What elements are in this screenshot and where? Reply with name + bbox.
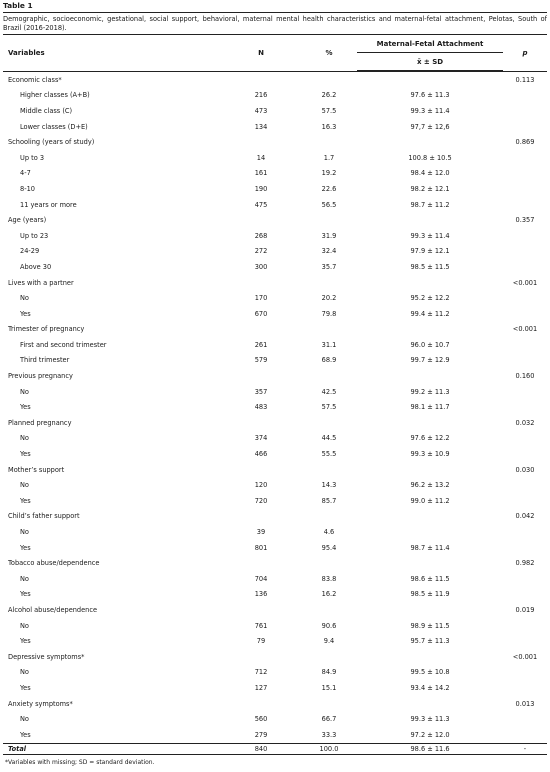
header-mfa: Maternal-Fetal Attachment bbox=[357, 35, 503, 53]
cell-p bbox=[503, 88, 547, 104]
cell-mfa: 93.4 ± 14.2 bbox=[410, 683, 450, 692]
cell-variable: No bbox=[20, 294, 29, 303]
cell-percent: 83.8 bbox=[321, 574, 337, 583]
cell-n: 120 bbox=[254, 481, 268, 490]
total-label: Total bbox=[3, 743, 221, 754]
cell-p bbox=[503, 150, 547, 166]
cell-variable: Yes bbox=[20, 450, 31, 459]
cell-mfa: 97.9 ± 12.1 bbox=[410, 247, 450, 256]
cell-p bbox=[503, 571, 547, 587]
cell-percent: 22.6 bbox=[321, 184, 337, 193]
cell-p bbox=[503, 166, 547, 182]
cell-percent bbox=[301, 602, 357, 618]
cell-n: 670 bbox=[254, 309, 268, 318]
cell-p: 0.869 bbox=[515, 138, 535, 147]
total-n: 840 bbox=[221, 743, 301, 754]
cell-percent bbox=[301, 555, 357, 571]
cell-percent bbox=[301, 322, 357, 338]
table-row-group bbox=[3, 602, 547, 618]
cell-percent: 42.5 bbox=[321, 387, 337, 396]
cell-p: 0.042 bbox=[515, 512, 535, 521]
cell-p bbox=[503, 524, 547, 540]
cell-n: 161 bbox=[254, 169, 268, 178]
cell-mfa bbox=[357, 696, 503, 712]
table-row bbox=[3, 88, 547, 104]
cell-n: 475 bbox=[254, 200, 268, 209]
cell-n: 136 bbox=[254, 590, 268, 599]
cell-mfa: 99.5 ± 10.8 bbox=[410, 668, 450, 677]
header-n: N bbox=[258, 48, 264, 57]
header-mfa-sub: x̄ ± SD bbox=[357, 53, 503, 71]
cell-percent: 16.2 bbox=[321, 590, 337, 599]
cell-p bbox=[503, 680, 547, 696]
cell-mfa: 96.0 ± 10.7 bbox=[410, 340, 450, 349]
cell-n: 127 bbox=[254, 683, 268, 692]
cell-percent bbox=[301, 368, 357, 384]
table-row bbox=[3, 493, 547, 509]
cell-n: 720 bbox=[254, 496, 268, 505]
table-row bbox=[3, 618, 547, 634]
cell-mfa: 98.2 ± 12.1 bbox=[410, 184, 450, 193]
cell-p bbox=[503, 290, 547, 306]
cell-percent: 15.1 bbox=[321, 683, 337, 692]
cell-variable: Age (years) bbox=[8, 216, 47, 225]
cell-n: 483 bbox=[254, 403, 268, 412]
cell-variable: 11 years or more bbox=[20, 200, 77, 209]
cell-n: 170 bbox=[254, 294, 268, 303]
data-table bbox=[3, 34, 547, 755]
cell-p: <0.001 bbox=[512, 325, 538, 334]
cell-p bbox=[503, 477, 547, 493]
table-row bbox=[3, 587, 547, 603]
cell-mfa: 98.6 ± 11.5 bbox=[410, 574, 450, 583]
cell-mfa: 95.2 ± 12.2 bbox=[410, 294, 450, 303]
cell-n: 272 bbox=[254, 247, 268, 256]
cell-n bbox=[221, 696, 301, 712]
table-row bbox=[3, 244, 547, 260]
cell-percent bbox=[301, 696, 357, 712]
cell-p: 0.113 bbox=[515, 75, 535, 84]
cell-variable: No bbox=[20, 715, 29, 724]
table-row-group bbox=[3, 322, 547, 338]
cell-percent: 16.3 bbox=[321, 122, 337, 131]
cell-percent: 85.7 bbox=[321, 496, 337, 505]
cell-mfa: 99.0 ± 11.2 bbox=[410, 496, 450, 505]
cell-p bbox=[503, 259, 547, 275]
table-row bbox=[3, 181, 547, 197]
header-variables: Variables bbox=[8, 48, 45, 57]
cell-mfa bbox=[357, 555, 503, 571]
cell-n: 560 bbox=[254, 715, 268, 724]
cell-percent: 31.1 bbox=[321, 340, 337, 349]
cell-percent: 31.9 bbox=[321, 231, 337, 240]
cell-p: 0.982 bbox=[515, 559, 535, 568]
cell-mfa bbox=[357, 134, 503, 150]
cell-n bbox=[221, 368, 301, 384]
cell-percent bbox=[301, 649, 357, 665]
table-label: Table 1 bbox=[3, 1, 547, 13]
cell-p bbox=[503, 337, 547, 353]
cell-mfa: 98.7 ± 11.4 bbox=[410, 543, 450, 552]
cell-n bbox=[221, 509, 301, 525]
cell-n: 761 bbox=[254, 621, 268, 630]
cell-percent: 79.8 bbox=[321, 309, 337, 318]
header-p: p bbox=[522, 48, 528, 57]
cell-mfa bbox=[357, 415, 503, 431]
table-row bbox=[3, 446, 547, 462]
cell-variable: Trimester of pregnancy bbox=[8, 325, 85, 334]
cell-n bbox=[221, 602, 301, 618]
cell-variable: Yes bbox=[20, 496, 31, 505]
cell-p bbox=[503, 353, 547, 369]
cell-variable: No bbox=[20, 481, 29, 490]
cell-n: 39 bbox=[256, 528, 266, 537]
cell-n: 357 bbox=[254, 387, 268, 396]
table-row bbox=[3, 259, 547, 275]
cell-p: 0.357 bbox=[515, 216, 535, 225]
cell-p: 0.032 bbox=[515, 418, 535, 427]
cell-p bbox=[503, 633, 547, 649]
cell-variable: Yes bbox=[20, 543, 31, 552]
table-row bbox=[3, 197, 547, 213]
cell-variable: No bbox=[20, 668, 29, 677]
cell-n bbox=[221, 134, 301, 150]
cell-percent: 35.7 bbox=[321, 262, 337, 271]
cell-variable: Yes bbox=[20, 637, 31, 646]
cell-variable: Yes bbox=[20, 309, 31, 318]
cell-n bbox=[221, 462, 301, 478]
cell-variable: Tobacco abuse/dependence bbox=[8, 559, 100, 568]
cell-mfa: 99.3 ± 11.4 bbox=[410, 231, 450, 240]
cell-n: 134 bbox=[254, 122, 268, 131]
table-row bbox=[3, 399, 547, 415]
total-p: - bbox=[503, 743, 547, 754]
cell-variable: Yes bbox=[20, 730, 31, 739]
cell-percent: 68.9 bbox=[321, 356, 337, 365]
cell-mfa: 98.5 ± 11.5 bbox=[410, 262, 450, 271]
cell-mfa: 99.3 ± 11.3 bbox=[410, 715, 450, 724]
table-row bbox=[3, 306, 547, 322]
table-row-group bbox=[3, 212, 547, 228]
cell-mfa bbox=[357, 509, 503, 525]
table-row-group bbox=[3, 555, 547, 571]
cell-n: 216 bbox=[254, 91, 268, 100]
cell-p: 0.160 bbox=[515, 372, 535, 381]
cell-variable: Above 30 bbox=[20, 262, 52, 271]
cell-p bbox=[503, 618, 547, 634]
cell-percent bbox=[301, 212, 357, 228]
table-caption: Demographic, socioeconomic, gestational, social support, behavioral, maternal mental health characteristics and maternal-fetal attachment, Pelotas, South of Brazil (2016-2018). bbox=[3, 15, 547, 32]
cell-variable: Economic class* bbox=[8, 75, 62, 84]
cell-variable: Yes bbox=[20, 590, 31, 599]
cell-mfa bbox=[357, 212, 503, 228]
cell-p bbox=[503, 587, 547, 603]
cell-percent: 57.5 bbox=[321, 106, 337, 115]
cell-n: 374 bbox=[254, 434, 268, 443]
cell-mfa: 99.3 ± 11.4 bbox=[410, 106, 450, 115]
cell-percent: 56.5 bbox=[321, 200, 337, 209]
cell-n bbox=[221, 322, 301, 338]
cell-p bbox=[503, 119, 547, 135]
cell-percent: 44.5 bbox=[321, 434, 337, 443]
cell-variable: First and second trimester bbox=[20, 340, 107, 349]
header-percent: % bbox=[325, 48, 333, 57]
cell-percent bbox=[301, 509, 357, 525]
table-row-group bbox=[3, 462, 547, 478]
cell-n: 712 bbox=[254, 668, 268, 677]
cell-n bbox=[221, 212, 301, 228]
table-row-group bbox=[3, 275, 547, 291]
cell-percent: 1.7 bbox=[323, 153, 335, 162]
table-row bbox=[3, 711, 547, 727]
table-row-group bbox=[3, 509, 547, 525]
cell-mfa: 97.6 ± 12.2 bbox=[410, 434, 450, 443]
cell-mfa bbox=[357, 462, 503, 478]
cell-n: 579 bbox=[254, 356, 268, 365]
cell-percent: 20.2 bbox=[321, 294, 337, 303]
cell-percent: 84.9 bbox=[321, 668, 337, 677]
cell-p bbox=[503, 103, 547, 119]
cell-n bbox=[221, 275, 301, 291]
cell-mfa bbox=[357, 322, 503, 338]
cell-percent bbox=[301, 134, 357, 150]
cell-mfa: 100.8 ± 10.5 bbox=[408, 153, 452, 162]
cell-percent: 66.7 bbox=[321, 715, 337, 724]
cell-p: 0.019 bbox=[515, 605, 535, 614]
cell-variable: Third trimester bbox=[20, 356, 70, 365]
cell-percent: 19.2 bbox=[321, 169, 337, 178]
table-row bbox=[3, 150, 547, 166]
table-row bbox=[3, 119, 547, 135]
cell-mfa: 98.5 ± 11.9 bbox=[410, 590, 450, 599]
cell-percent: 90.6 bbox=[321, 621, 337, 630]
cell-n: 261 bbox=[254, 340, 268, 349]
cell-variable: Mother’s support bbox=[8, 465, 65, 474]
cell-n bbox=[221, 649, 301, 665]
table-row bbox=[3, 727, 547, 743]
cell-p: <0.001 bbox=[512, 652, 538, 661]
table-row-group bbox=[3, 415, 547, 431]
cell-variable: Yes bbox=[20, 683, 31, 692]
cell-p bbox=[503, 306, 547, 322]
cell-variable: No bbox=[20, 621, 29, 630]
table-row bbox=[3, 431, 547, 447]
table-row bbox=[3, 103, 547, 119]
cell-p bbox=[503, 244, 547, 260]
cell-variable: 8-10 bbox=[20, 184, 35, 193]
cell-n bbox=[221, 415, 301, 431]
cell-mfa: 98.7 ± 11.2 bbox=[410, 200, 450, 209]
cell-p bbox=[503, 665, 547, 681]
total-row bbox=[3, 743, 547, 754]
cell-variable: Middle class (C) bbox=[20, 106, 73, 115]
cell-variable: Depressive symptoms* bbox=[8, 652, 85, 661]
cell-variable: 24-29 bbox=[20, 247, 40, 256]
cell-mfa: 98.1 ± 11.7 bbox=[410, 403, 450, 412]
cell-variable: Previous pregnancy bbox=[8, 372, 73, 381]
cell-p bbox=[503, 493, 547, 509]
table-row bbox=[3, 353, 547, 369]
cell-p bbox=[503, 711, 547, 727]
table-row-group bbox=[3, 72, 547, 88]
cell-variable: No bbox=[20, 528, 29, 537]
cell-mfa bbox=[357, 275, 503, 291]
cell-p bbox=[503, 399, 547, 415]
table-row bbox=[3, 665, 547, 681]
table-row bbox=[3, 540, 547, 556]
cell-percent: 9.4 bbox=[323, 637, 335, 646]
table-row bbox=[3, 633, 547, 649]
total-percent: 100.0 bbox=[301, 743, 357, 754]
table-row-group bbox=[3, 696, 547, 712]
table-body bbox=[3, 72, 547, 744]
cell-percent: 4.6 bbox=[323, 528, 335, 537]
cell-n bbox=[221, 72, 301, 88]
cell-percent bbox=[301, 462, 357, 478]
cell-variable: Lower classes (D+E) bbox=[20, 122, 88, 131]
cell-mfa bbox=[357, 524, 503, 540]
cell-p bbox=[503, 228, 547, 244]
table-row bbox=[3, 571, 547, 587]
table-row-group bbox=[3, 134, 547, 150]
cell-variable: Lives with a partner bbox=[8, 278, 74, 287]
cell-n: 473 bbox=[254, 106, 268, 115]
cell-n: 801 bbox=[254, 543, 268, 552]
cell-variable: Anxiety symptoms* bbox=[8, 699, 73, 708]
table-row bbox=[3, 290, 547, 306]
table-row-group bbox=[3, 649, 547, 665]
cell-variable: Child’s father support bbox=[8, 512, 80, 521]
cell-mfa bbox=[357, 602, 503, 618]
cell-mfa: 98.9 ± 11.5 bbox=[410, 621, 450, 630]
cell-p bbox=[503, 446, 547, 462]
cell-mfa bbox=[357, 72, 503, 88]
cell-n bbox=[221, 555, 301, 571]
cell-p: 0.013 bbox=[515, 699, 535, 708]
cell-mfa: 99.3 ± 10.9 bbox=[410, 450, 450, 459]
cell-p bbox=[503, 727, 547, 743]
cell-mfa: 98.4 ± 12.0 bbox=[410, 169, 450, 178]
table-row bbox=[3, 166, 547, 182]
table-header bbox=[3, 35, 547, 72]
cell-n: 466 bbox=[254, 450, 268, 459]
table-footnote: *Variables with missing; SD = standard deviation. bbox=[5, 758, 155, 766]
cell-n: 704 bbox=[254, 574, 268, 583]
cell-variable: Schooling (years of study) bbox=[8, 138, 95, 147]
cell-p: <0.001 bbox=[512, 278, 538, 287]
cell-percent: 57.5 bbox=[321, 403, 337, 412]
cell-mfa: 99.4 ± 11.2 bbox=[410, 309, 450, 318]
cell-mfa: 97.2 ± 12.0 bbox=[410, 730, 450, 739]
table-row bbox=[3, 337, 547, 353]
cell-variable: Planned pregnancy bbox=[8, 418, 72, 427]
cell-mfa: 99.2 ± 11.3 bbox=[410, 387, 450, 396]
cell-mfa bbox=[357, 649, 503, 665]
document-page bbox=[3, 1, 547, 767]
cell-n: 300 bbox=[254, 262, 268, 271]
cell-p bbox=[503, 431, 547, 447]
table-row bbox=[3, 228, 547, 244]
cell-variable: Alcohol abuse/dependence bbox=[8, 605, 98, 614]
cell-variable: 4-7 bbox=[20, 169, 31, 178]
cell-n: 14 bbox=[256, 153, 266, 162]
table-row bbox=[3, 477, 547, 493]
cell-percent: 55.5 bbox=[321, 450, 337, 459]
cell-variable: No bbox=[20, 387, 29, 396]
cell-p bbox=[503, 181, 547, 197]
cell-percent bbox=[301, 275, 357, 291]
cell-n: 268 bbox=[254, 231, 268, 240]
cell-percent bbox=[301, 415, 357, 431]
cell-mfa: 97,7 ± 12,6 bbox=[410, 122, 450, 131]
table-row bbox=[3, 384, 547, 400]
cell-percent: 33.3 bbox=[321, 730, 337, 739]
cell-variable: No bbox=[20, 434, 29, 443]
cell-mfa: 97.6 ± 11.3 bbox=[410, 91, 450, 100]
total-mfa: 98.6 ± 11.6 bbox=[357, 743, 503, 754]
cell-percent bbox=[301, 72, 357, 88]
cell-p bbox=[503, 384, 547, 400]
cell-variable: Higher classes (A+B) bbox=[20, 91, 90, 100]
table-row-group bbox=[3, 368, 547, 384]
cell-mfa: 99.7 ± 12.9 bbox=[410, 356, 450, 365]
cell-n: 79 bbox=[256, 637, 266, 646]
cell-variable: Up to 23 bbox=[20, 231, 49, 240]
cell-percent: 32.4 bbox=[321, 247, 337, 256]
table-row bbox=[3, 680, 547, 696]
cell-n: 279 bbox=[254, 730, 268, 739]
cell-variable: No bbox=[20, 574, 29, 583]
cell-variable: Yes bbox=[20, 403, 31, 412]
cell-percent: 14.3 bbox=[321, 481, 337, 490]
cell-p bbox=[503, 540, 547, 556]
cell-mfa bbox=[357, 368, 503, 384]
cell-n: 190 bbox=[254, 184, 268, 193]
cell-mfa: 96.2 ± 13.2 bbox=[410, 481, 450, 490]
cell-p: 0.030 bbox=[515, 465, 535, 474]
cell-p bbox=[503, 197, 547, 213]
cell-variable: Up to 3 bbox=[20, 153, 45, 162]
table-row bbox=[3, 524, 547, 540]
cell-mfa: 95.7 ± 11.3 bbox=[410, 637, 450, 646]
cell-percent: 26.2 bbox=[321, 91, 337, 100]
cell-percent: 95.4 bbox=[321, 543, 337, 552]
